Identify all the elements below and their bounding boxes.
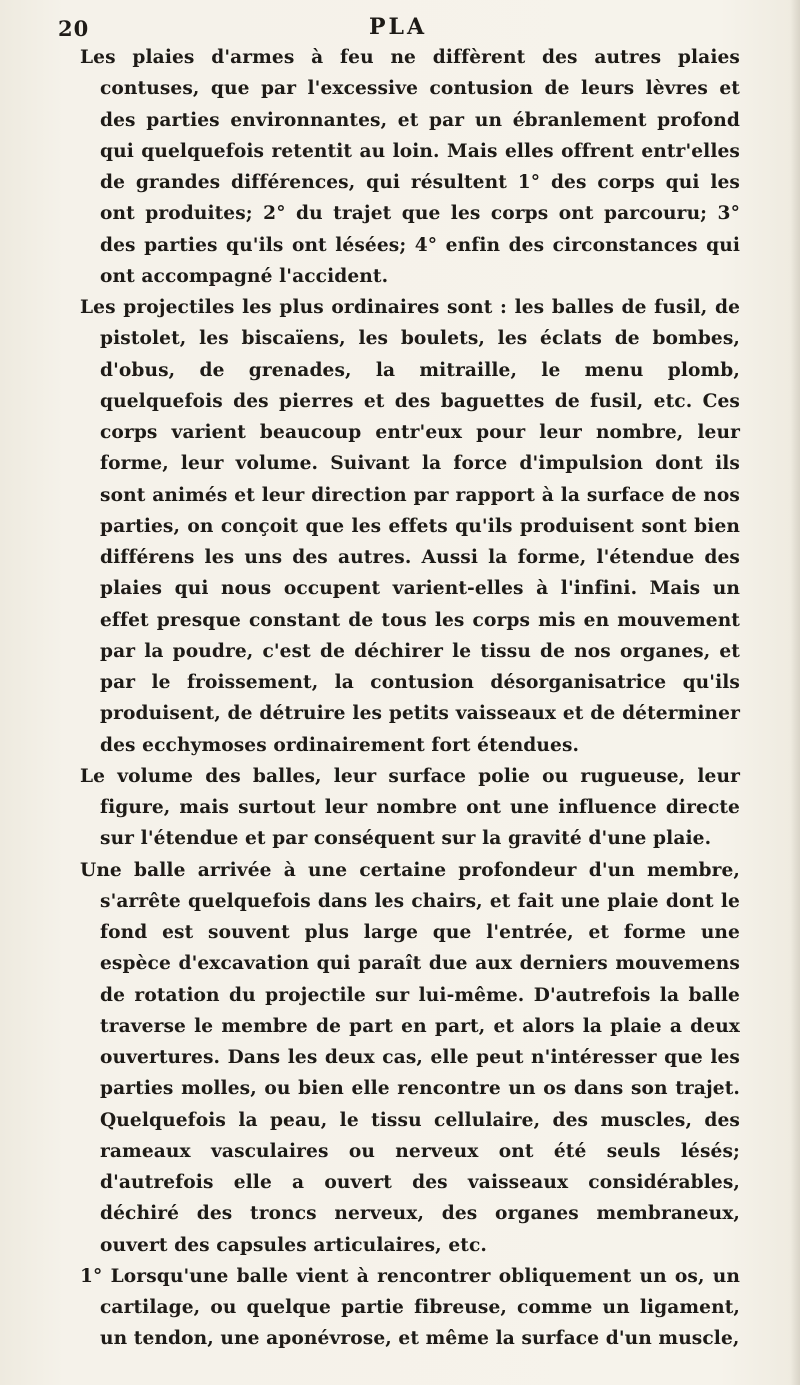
paragraph-4: Une balle arrivée à une certaine profondeur d'un membre, s'arrête quelquefois dans les chairs, et fait une plaie dont le fond est souvent plus large que l'entrée, et forme une espèce d'excavation qui paraît due aux derniers mouvemens de rotation du projectile sur lui-même. D'autrefois la balle traverse le membre de part en part, et alors la plaie a deux ouvertures. Dans les deux cas, elle peut n'intéresser que les parties molles, ou bien elle rencontre un os dans son trajet. Quelquefois la peau, le tissu cellulaire, des muscles, des rameaux vasculaires ou nerveux ont été seuls lésés; d'autrefois elle a ouvert des vaisseaux considérables, déchiré des troncs nerveux, des organes membraneux, ouvert des capsules articulaires, etc. — [80, 859, 740, 1256]
paragraph-2: Les projectiles les plus ordinaires sont : les balles de fusil, de pistolet, les biscaïens, les boulets, les éclats de bombes, d'obus, de grenades, la mitraille, le menu plomb, quelquefois des pierres et des baguettes de fusil, etc. Ces corps varient beaucoup entr'eux pour leur nombre, leur forme, leur volume. Suivant la force d'impulsion dont ils sont animés et leur direction par rapport à la surface de nos parties, on conçoit que les effets qu'ils produisent sont bien différens les uns des autres. Aussi la forme, l'étendue des plaies qui nous occupent varient-elles à l'infini. Mais un effet presque constant de tous les corps mis en mouvement par la poudre, c'est de déchirer le tissu de nos organes, et par le froissement, la contusion désorganisatrice qu'ils produisent, de détruire les petits vaisseaux et de déterminer des ecchymoses ordinairement fort étendues. — [80, 297, 740, 756]
body-text — [80, 42, 740, 1355]
paragraph-3: Le volume des balles, leur surface polie ou rugueuse, leur figure, mais surtout leur nombre ont une influence directe sur l'étendue et par conséquent sur la gravité d'une plaie. — [80, 765, 740, 850]
running-title: PLA — [368, 14, 428, 40]
page-edge-shadow — [790, 0, 800, 1385]
page-number: 20 — [58, 16, 90, 41]
paragraph-5: 1° Lorsqu'une balle vient à rencontrer obliquement un os, un cartilage, ou quelque partie fibreuse, comme un ligament, un tendon, une aponévrose, et même la surface d'un muscle, — [80, 1265, 740, 1350]
paragraph-1: Les plaies d'armes à feu ne diffèrent des autres plaies contuses, que par l'excessive contusion de leurs lèvres et des parties environnantes, et par un ébranlement profond qui quelquefois retentit au loin. Mais elles offrent entr'elles de grandes différences, qui résultent 1° des corps qui les ont produites; 2° du trajet que les corps ont parcouru; 3° des parties qu'ils ont lésées; 4° enfin des circonstances qui ont accompagné l'accident. — [80, 47, 740, 287]
